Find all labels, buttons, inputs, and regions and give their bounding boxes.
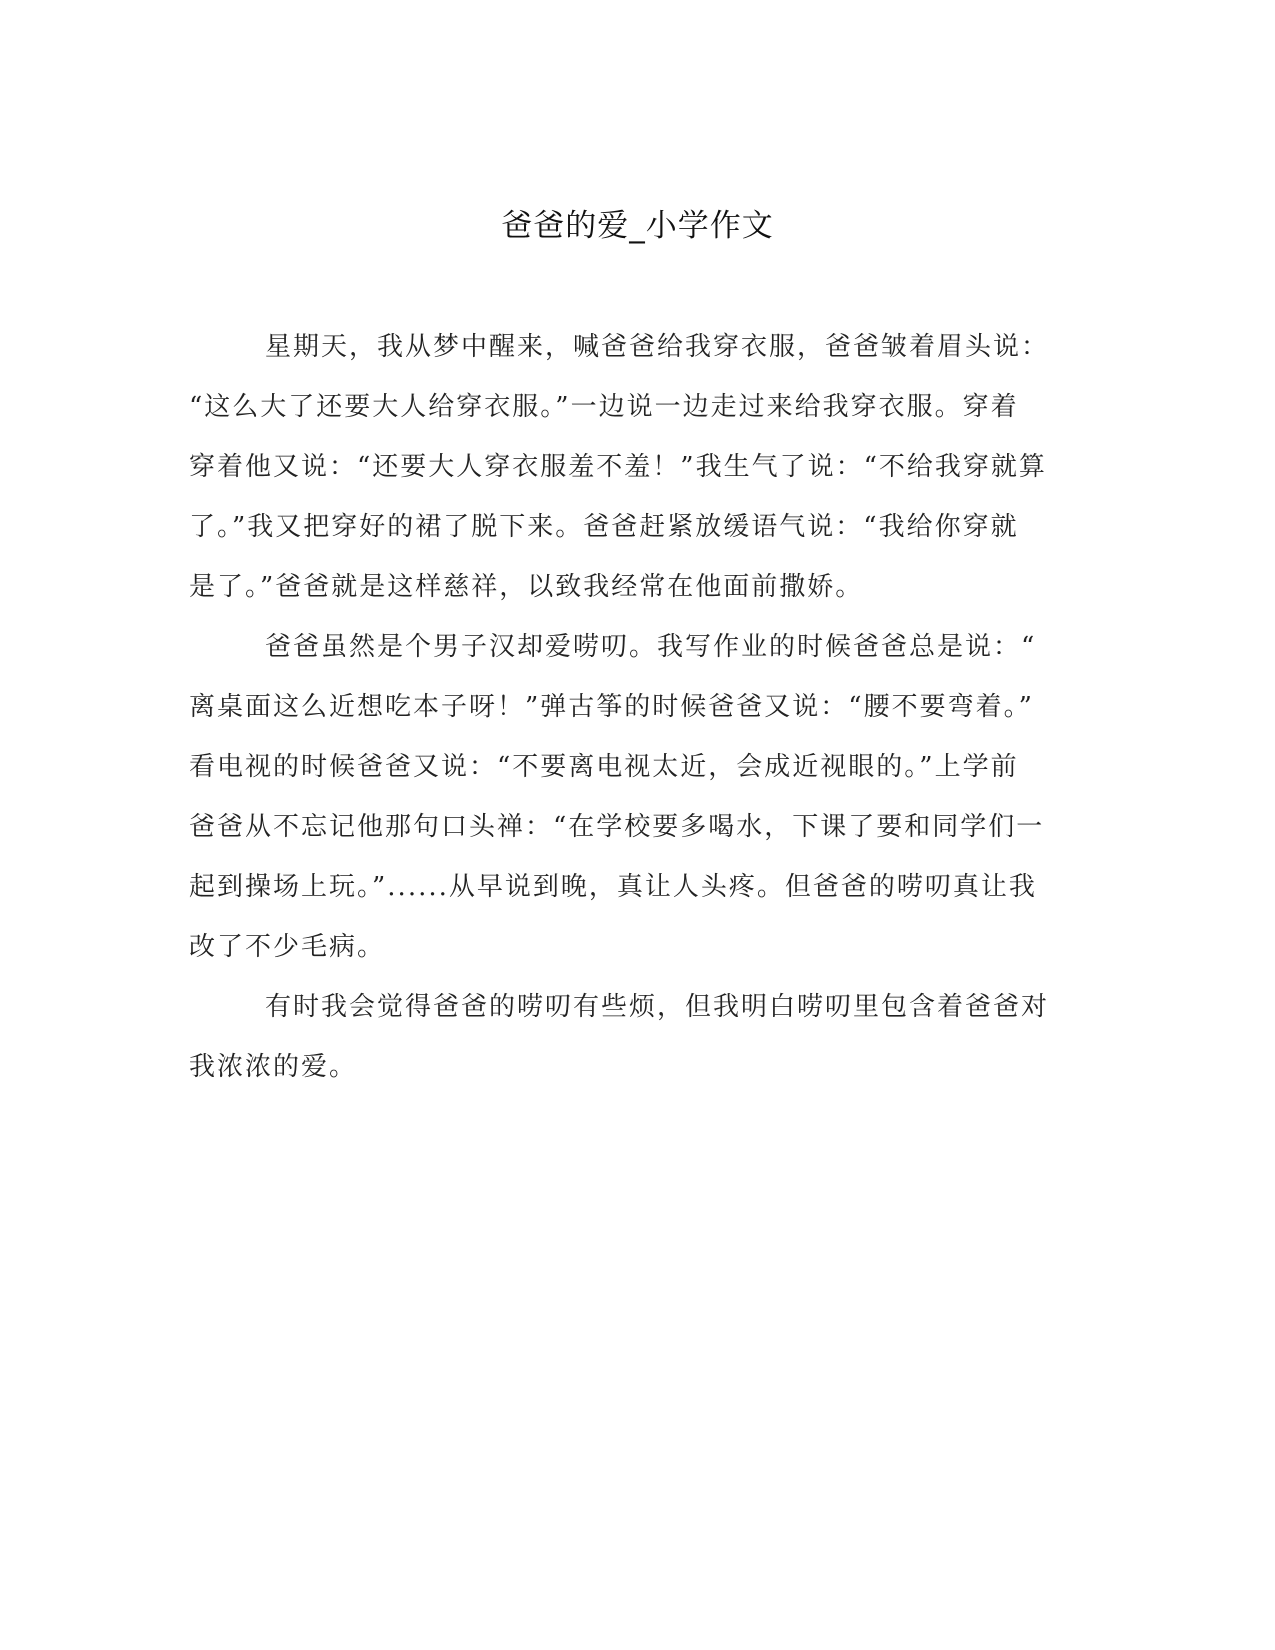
paragraph-1	[189, 317, 1069, 617]
paragraph-line: 起到操场上玩。”......从早说到晚，真让人头疼。但爸爸的唠叨真让我	[189, 872, 1037, 902]
paragraph-line: “这么大了还要大人给穿衣服。”一边说一边走过来给我穿衣服。穿着	[189, 392, 1019, 422]
paragraph-line: 是了。”爸爸就是这样慈祥，以致我经常在他面前撒娇。	[189, 572, 864, 602]
paragraph-line: 爸爸虽然是个男子汉却爱唠叨。我写作业的时候爸爸总是说：“	[265, 632, 1037, 662]
paragraph-line: 我浓浓的爱。	[189, 1052, 358, 1082]
document-body	[189, 317, 1069, 1097]
paragraph-line: 改了不少毛病。	[189, 932, 386, 962]
paragraph-line: 离桌面这么近想吃本子呀！”弹古筝的时候爸爸又说：“腰不要弯着。”	[189, 692, 1034, 722]
paragraph-2	[189, 617, 1069, 977]
paragraph-line: 穿着他又说：“还要大人穿衣服羞不羞！”我生气了说：“不给我穿就算	[189, 452, 1047, 482]
document-title: 爸爸的爱_小学作文	[501, 208, 774, 244]
paragraph-line: 了。”我又把穿好的裙了脱下来。爸爸赶紧放缓语气说：“我给你穿就	[189, 512, 1019, 542]
paragraph-line: 星期天，我从梦中醒来，喊爸爸给我穿衣服，爸爸皱着眉头说：	[265, 332, 1050, 362]
paragraph-line: 看电视的时候爸爸又说：“不要离电视太近，会成近视眼的。”上学前	[189, 752, 1019, 782]
paragraph-3	[189, 977, 1069, 1097]
paragraph-line: 爸爸从不忘记他那句口头禅：“在学校要多喝水，下课了要和同学们一	[189, 812, 1045, 842]
paragraph-line: 有时我会觉得爸爸的唠叨有些烦，但我明白唠叨里包含着爸爸对	[265, 992, 1050, 1022]
